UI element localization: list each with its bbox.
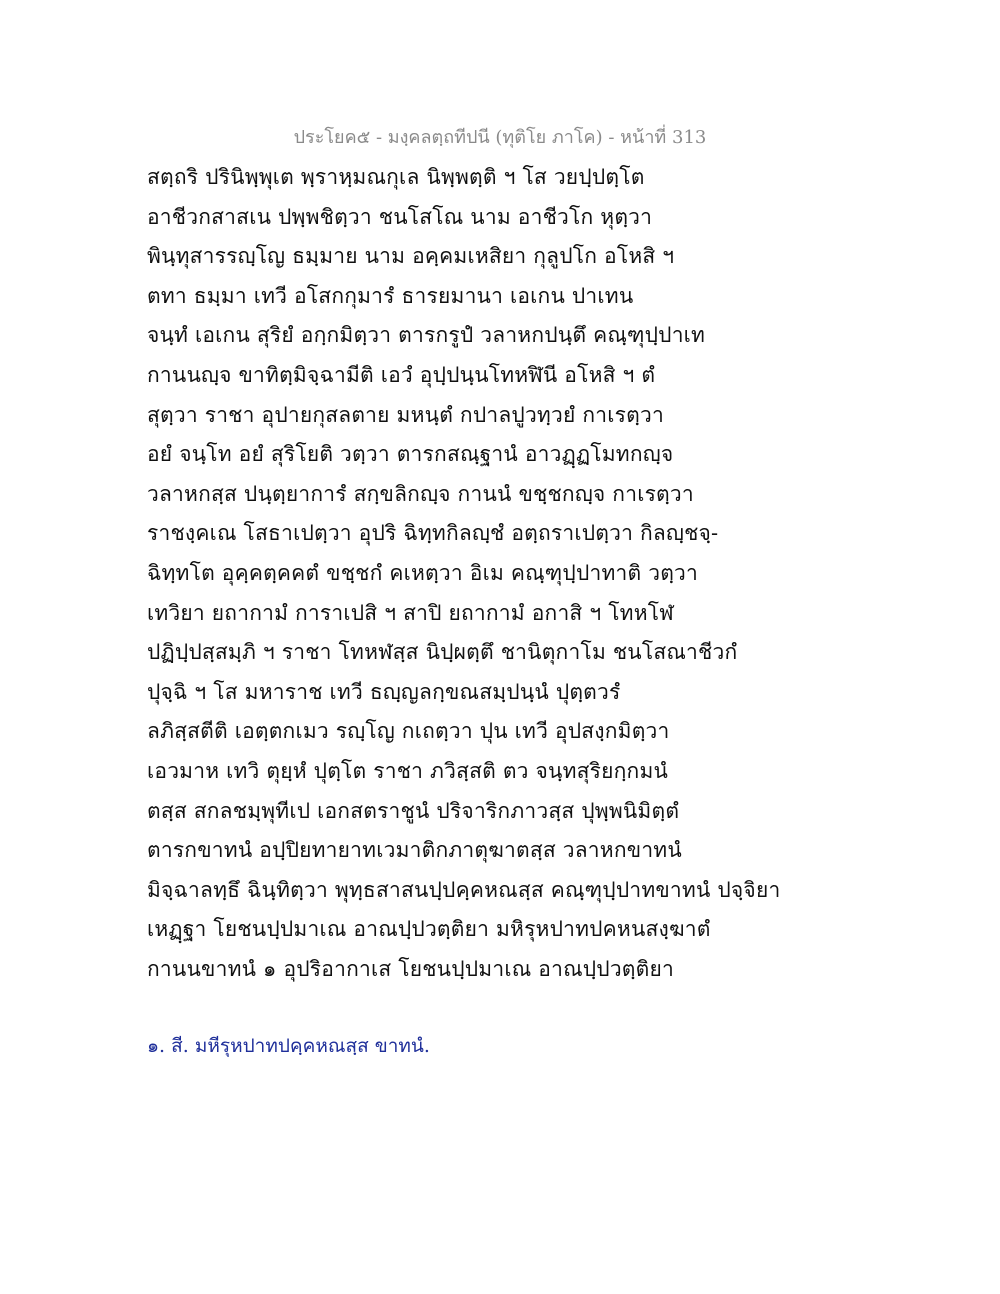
text-line: อยํ จนฺโท อยํ สุริโยติ วตฺวา ตารกสณฺฐานํ อาวฏฺฏโมทกญฺจ	[147, 442, 674, 467]
text-line: ราชงฺคเณ โสธาเปตฺวา อุปริ ฉิทฺทกิลญฺชํ อตฺถราเปตฺวา กิลญฺชจฺ-	[147, 521, 719, 546]
text-line: วลาหกสฺส ปนฺตฺยาการํ สกฺขลิกญฺจ กานนํ ขชฺชกญฺจ กาเรตฺวา	[147, 481, 694, 506]
text-line: ลภิสฺสตีติ เอตฺตกเมว รญฺโญ กเถตฺวา ปุน เทวี อุปสงฺกมิตฺวา	[147, 719, 670, 744]
text-line: จนฺทํ เอเกน สุริยํ อกฺกมิตฺวา ตารกรูปํ วลาหกปนฺตึ คณฺฑุปฺปาเท	[147, 323, 706, 348]
text-line: สตฺถริ ปรินิพฺพุเต พฺราหฺมณกุเล นิพฺพตฺติ ฯ โส วยปฺปตฺโต	[147, 165, 645, 189]
body-text	[147, 158, 867, 989]
text-line: ตสฺส สกลชมฺพุทีเป เอกสตราชูนํ ปริจาริกภาวสฺส ปุพฺพนิมิตฺตํ	[147, 798, 680, 823]
text-line: ตารกขาทนํ อปฺปิยทายาทเวมาติกภาตุฆาตสฺส วลาหกขาทนํ	[147, 838, 682, 863]
text-line: กานนญฺจ ขาทิตฺมิจฺฉามีติ เอวํ อุปฺปนฺนโทหฬินี อโหสิ ฯ ตํ	[147, 362, 656, 387]
text-line: ปฏิปฺปสฺสมฺภิ ฯ ราชา โทหฬสฺส นิปฺผตฺตึ ชานิตุกาโม ชนโสณาชีวกํ	[147, 640, 738, 665]
text-line: ฉิทฺทโต อุคฺคตฺคคตํ ขชฺชกํ คเหตฺวา อิเม คณฺฑุปฺปาทาติ วตฺวา	[147, 560, 699, 585]
text-line: ปุจฺฉิ ฯ โส มหาราช เทวี ธญฺญลกฺขณสมฺปนฺนํ ปุตฺตวรํ	[147, 679, 621, 704]
text-line: มิจฺฉาลทฺธึ ฉินฺทิตฺวา พุทฺธสาสนปฺปคฺคหณสฺส คณฺฑุปฺปาทขาทนํ ปจฺจิยา	[147, 877, 781, 902]
text-line: เหฏฺฐา โยชนปฺปมาเณ อาณปฺปวตฺติยา มหิรุหปาทปคหนสงฺฆาตํ	[147, 917, 711, 942]
text-line: เทวิยา ยถากามํ การาเปสิ ฯ สาปิ ยถากามํ อกาสิ ฯ โทหโฬ	[147, 600, 674, 625]
text-line: กานนขาทนํ ๑ อุปริอากาเส โยชนปฺปมาเณ อาณปฺปวตฺติยา	[147, 956, 674, 981]
text-line: ตทา ธมฺมา เทวี อโสกกุมารํ ธารยมานา เอเกน ปาเทน	[147, 283, 634, 308]
text-line: อาชีวกสาสเน ปพฺพชิตฺวา ชนโสโณ นาม อาชีวโก หุตฺวา	[147, 204, 653, 229]
text-line: พินฺทุสารรญฺโญ ธมฺมาย นาม อคฺคมเหสิยา กุลูปโก อโหสิ ฯ	[147, 244, 675, 269]
footnote: ๑. สี. มหีรุหปาทปคฺคหณสฺส ขาทนํ.	[147, 1035, 430, 1057]
text-line: สุตฺวา ราชา อุปายกุสลตาย มหนฺตํ กปาลปูวทฺวยํ กาเรตฺวา	[147, 402, 664, 427]
text-line: เอวมาห เทวิ ตุยฺหํ ปุตฺโต ราชา ภวิสฺสติ ตว จนฺทสุริยกฺกมนํ	[147, 758, 669, 783]
page-header: ประโยค๕ - มงฺคลตฺถทีปนี (ทุติโย ภาโค) - หน้าที่ 313	[293, 127, 707, 148]
